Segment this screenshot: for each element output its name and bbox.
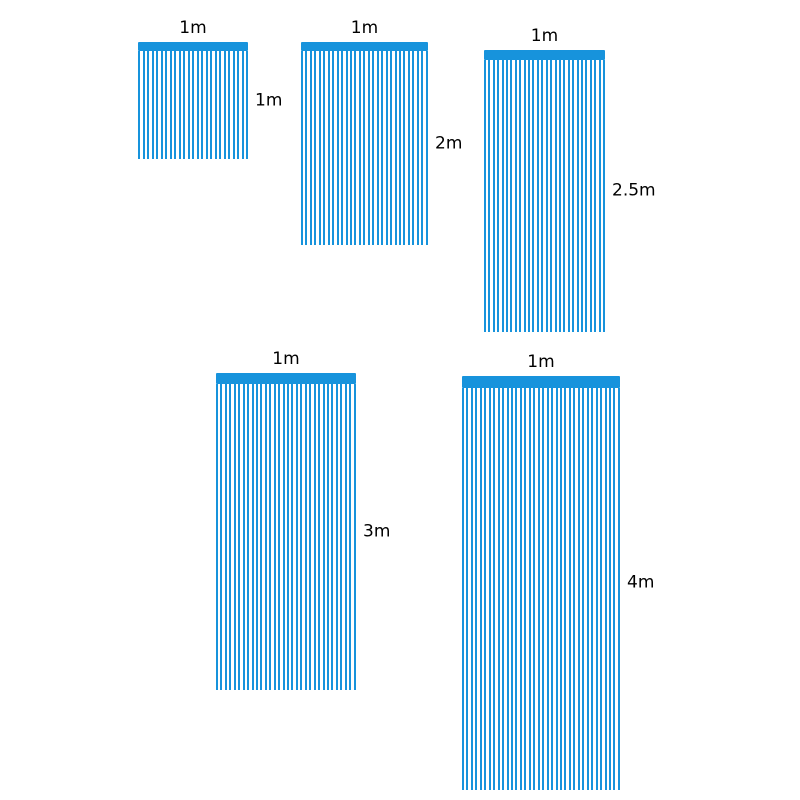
curtain-strand	[319, 51, 321, 245]
curtain-strand	[502, 388, 504, 790]
curtain-strand	[161, 51, 163, 159]
curtain-rod	[138, 42, 248, 51]
curtain-strand	[556, 388, 558, 790]
curtain-strand	[582, 388, 584, 790]
width-label: 1m	[530, 26, 559, 46]
curtain-strand	[278, 384, 280, 690]
curtain-strand	[550, 60, 552, 332]
curtain-strand	[520, 388, 522, 790]
height-label: 2m	[435, 133, 463, 153]
curtain-strands	[301, 51, 428, 245]
curtain-rod	[484, 50, 605, 60]
curtain-strand	[613, 388, 615, 790]
curtain-strand	[170, 51, 172, 159]
curtain-strand	[243, 384, 245, 690]
curtain-strand	[537, 60, 539, 332]
curtain-strand	[600, 388, 602, 790]
height-label: 3m	[363, 521, 391, 541]
curtain-strand	[274, 384, 276, 690]
curtain-strand	[323, 384, 325, 690]
curtain-strand	[314, 384, 316, 690]
curtain-strand	[215, 51, 217, 159]
curtain-strand	[265, 384, 267, 690]
curtain-strand	[201, 51, 203, 159]
curtain-strand	[233, 51, 235, 159]
curtain-strand	[417, 51, 419, 245]
curtain-strand	[559, 60, 561, 332]
curtain-strand	[484, 60, 486, 332]
curtain-strand	[577, 60, 579, 332]
curtain-rod	[301, 42, 428, 51]
curtain-strand	[234, 384, 236, 690]
curtain-strand	[587, 388, 589, 790]
curtain-strand	[581, 60, 583, 332]
curtain-strand	[336, 384, 338, 690]
curtain-strand	[515, 388, 517, 790]
curtain-strand	[519, 60, 521, 332]
curtain-strand	[599, 60, 601, 332]
curtain-strand	[314, 51, 316, 245]
curtain-strand	[381, 51, 383, 245]
curtain-strand	[605, 388, 607, 790]
curtain-strand	[260, 384, 262, 690]
curtain-strand	[165, 51, 167, 159]
curtain-strand	[328, 51, 330, 245]
curtain-strand	[224, 51, 226, 159]
curtain-strand	[533, 388, 535, 790]
curtain-strand	[318, 384, 320, 690]
curtain-strand	[152, 51, 154, 159]
width-label: 1m	[272, 349, 300, 369]
curtain-strand	[296, 384, 298, 690]
curtain-strand	[179, 51, 181, 159]
curtain-strand	[327, 384, 329, 690]
curtain-strand	[569, 388, 571, 790]
curtain-strand	[287, 384, 289, 690]
curtain-strand	[349, 384, 351, 690]
curtain-strand	[354, 51, 356, 245]
curtain-strand	[498, 388, 500, 790]
curtain-4	[216, 373, 356, 690]
curtain-strand	[471, 388, 473, 790]
curtain-strand	[247, 384, 249, 690]
curtain-strand	[541, 60, 543, 332]
curtain-strand	[563, 60, 565, 332]
curtain-strands	[484, 60, 605, 332]
curtain-strand	[547, 388, 549, 790]
curtain-strand	[340, 384, 342, 690]
curtain-strand	[555, 60, 557, 332]
curtain-strand	[331, 384, 333, 690]
curtain-strand	[354, 384, 356, 690]
curtain-strand	[568, 60, 570, 332]
curtain-strand	[238, 384, 240, 690]
curtain-strand	[475, 388, 477, 790]
curtain-strand	[573, 388, 575, 790]
curtain-strand	[395, 51, 397, 245]
curtain-strand	[591, 388, 593, 790]
curtain-strand	[256, 384, 258, 690]
curtain-strand	[372, 51, 374, 245]
width-label: 1m	[179, 18, 207, 38]
curtain-strand	[489, 388, 491, 790]
height-label: 2.5m	[612, 180, 656, 201]
curtain-strand	[421, 51, 423, 245]
curtain-strands	[216, 384, 356, 690]
curtain-strand	[510, 60, 512, 332]
curtain-strand	[585, 60, 587, 332]
curtain-strand	[368, 51, 370, 245]
curtain-strand	[188, 51, 190, 159]
curtain-strand	[341, 51, 343, 245]
curtain-strand	[551, 388, 553, 790]
curtain-strand	[502, 60, 504, 332]
curtain-strand	[237, 51, 239, 159]
curtain-3	[484, 50, 605, 332]
curtain-strand	[524, 388, 526, 790]
curtain-strand	[546, 60, 548, 332]
curtain-strand	[515, 60, 517, 332]
curtain-strand	[156, 51, 158, 159]
curtain-strand	[305, 51, 307, 245]
curtain-strand	[511, 388, 513, 790]
curtain-strand	[529, 388, 531, 790]
curtain-5	[462, 376, 620, 790]
curtain-strand	[216, 384, 218, 690]
curtain-strand	[206, 51, 208, 159]
curtain-strand	[528, 60, 530, 332]
curtain-strand	[229, 384, 231, 690]
curtain-strand	[426, 51, 428, 245]
curtain-strand	[242, 51, 244, 159]
curtain-strand	[618, 388, 620, 790]
curtain-strand	[228, 51, 230, 159]
curtain-strand	[283, 384, 285, 690]
height-label: 1m	[255, 90, 283, 110]
curtain-strand	[497, 60, 499, 332]
curtain-strand	[323, 51, 325, 245]
width-label: 1m	[527, 352, 555, 372]
curtain-strand	[363, 51, 365, 245]
curtain-strand	[220, 384, 222, 690]
curtain-strand	[174, 51, 176, 159]
curtain-strand	[310, 51, 312, 245]
curtain-strand	[493, 60, 495, 332]
curtain-strand	[138, 51, 140, 159]
curtain-1	[138, 42, 248, 159]
curtain-strand	[246, 51, 248, 159]
curtain-strand	[590, 60, 592, 332]
curtain-strand	[291, 384, 293, 690]
curtain-strand	[532, 60, 534, 332]
curtain-strand	[192, 51, 194, 159]
curtain-strand	[269, 384, 271, 690]
curtain-strand	[572, 60, 574, 332]
curtain-strand	[377, 51, 379, 245]
curtain-strand	[183, 51, 185, 159]
curtain-strand	[596, 388, 598, 790]
curtain-strand	[564, 388, 566, 790]
curtain-strand	[488, 60, 490, 332]
curtain-strand	[346, 51, 348, 245]
curtain-rod	[462, 376, 620, 388]
curtain-strand	[252, 384, 254, 690]
curtain-strand	[560, 388, 562, 790]
curtain-strand	[350, 51, 352, 245]
curtain-strand	[480, 388, 482, 790]
curtain-strand	[390, 51, 392, 245]
curtain-strand	[484, 388, 486, 790]
height-label: 4m	[627, 572, 655, 593]
curtain-strands	[462, 388, 620, 790]
curtain-strand	[542, 388, 544, 790]
curtain-strand	[305, 384, 307, 690]
curtain-strands	[138, 51, 248, 159]
curtain-strand	[578, 388, 580, 790]
curtain-strand	[345, 384, 347, 690]
curtain-strand	[300, 384, 302, 690]
curtain-strand	[462, 388, 464, 790]
curtain-strand	[219, 51, 221, 159]
curtain-strand	[493, 388, 495, 790]
curtain-strand	[506, 60, 508, 332]
curtain-strand	[466, 388, 468, 790]
curtain-strand	[609, 388, 611, 790]
curtain-strand	[210, 51, 212, 159]
curtain-strand	[538, 388, 540, 790]
curtain-strand	[332, 51, 334, 245]
curtain-strand	[386, 51, 388, 245]
curtain-strand	[359, 51, 361, 245]
curtain-strand	[507, 388, 509, 790]
curtain-strand	[412, 51, 414, 245]
curtain-strand	[408, 51, 410, 245]
curtain-2	[301, 42, 428, 245]
curtain-strand	[594, 60, 596, 332]
curtain-strand	[197, 51, 199, 159]
curtain-rod	[216, 373, 356, 384]
width-label: 1m	[350, 18, 379, 38]
curtain-strand	[337, 51, 339, 245]
curtain-strand	[603, 60, 605, 332]
curtain-strand	[225, 384, 227, 690]
curtain-strand	[403, 51, 405, 245]
curtain-strand	[309, 384, 311, 690]
curtain-strand	[399, 51, 401, 245]
curtain-strand	[143, 51, 145, 159]
curtain-strand	[524, 60, 526, 332]
curtain-strand	[147, 51, 149, 159]
curtain-strand	[301, 51, 303, 245]
